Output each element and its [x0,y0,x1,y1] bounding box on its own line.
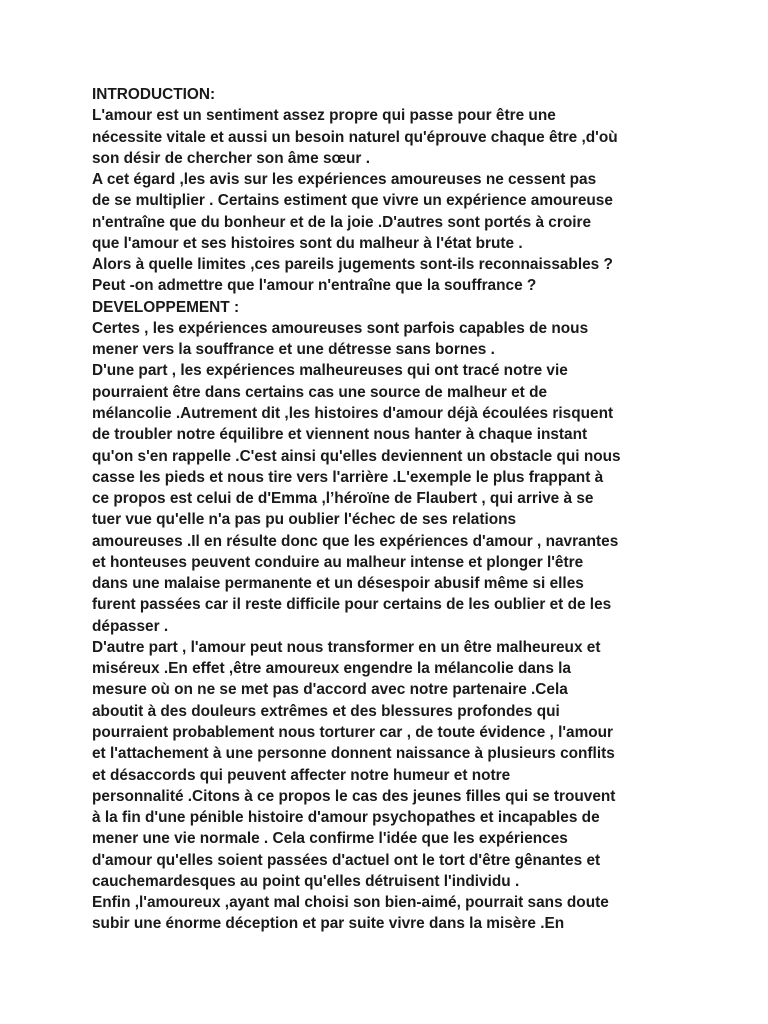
text-line: casse les pieds et nous tire vers l'arrière .L'exemple le plus frappant à [92,468,604,486]
text-line: miséreux .En effet ,être amoureux engendre la mélancolie dans la [92,660,571,678]
text-line: DEVELOPPEMENT : [92,298,240,316]
text-line: mesure où on ne se met pas d'accord avec notre partenaire .Cela [92,681,568,699]
text-line: que l'amour et ses histoires sont du malheur à l'état brute . [92,234,523,252]
text-line: Peut -on admettre que l'amour n'entraîne que la souffrance ? [92,277,537,295]
text-line: dans une malaise permanente et un désespoir abusif même si elles [92,575,584,593]
text-line: D'une part , les expériences malheureuses qui ont tracé notre vie [92,362,568,380]
text-line: d'amour qu'elles soient passées d'actuel ont le tort d'être gênantes et [92,851,601,869]
text-line: de se multiplier . Certains estiment que vivre un expérience amoureuse [92,192,613,210]
text-line: Certes , les expériences amoureuses sont parfois capables de nous [92,319,589,337]
text-line: mener une vie normale . Cela confirme l'idée que les expériences [92,830,568,848]
text-line: L'amour est un sentiment assez propre qui passe pour être une [92,107,556,125]
text-line: cauchemardesques au point qu'elles détruisent l'individu . [92,872,520,890]
text-line: personnalité .Citons à ce propos le cas des jeunes filles qui se trouvent [92,787,616,805]
text-line: qu'on s'en rappelle .C'est ainsi qu'elles deviennent un obstacle qui nous [92,447,621,465]
text-line: et honteuses peuvent conduire au malheur intense et plonger l'être [92,553,584,571]
text-line: dépasser . [92,617,169,635]
text-line: et désaccords qui peuvent affecter notre humeur et notre [92,766,511,784]
text-line: A cet égard ,les avis sur les expériences amoureuses ne cessent pas [92,171,597,189]
text-line: ce propos est celui de d'Emma ,l’héroïne de Flaubert , qui arrive à se [92,490,594,508]
text-line: nécessite vitale et aussi un besoin naturel qu'éprouve chaque être ,d'où [92,128,618,146]
text-line: n'entraîne que du bonheur et de la joie .D'autres sont portés à croire [92,213,592,231]
text-line: mener vers la souffrance et une détresse sans bornes . [92,341,495,359]
text-line: son désir de chercher son âme sœur . [92,149,370,167]
text-line: tuer vue qu'elle n'a pas pu oublier l'échec de ses relations [92,511,517,529]
text-line: D'autre part , l'amour peut nous transformer en un être malheureux et [92,638,601,656]
text-line: Alors à quelle limites ,ces pareils jugements sont-ils reconnaissables ? [92,256,613,274]
text-line: et l'attachement à une personne donnent naissance à plusieurs conflits [92,745,615,763]
text-line: pourraient être dans certains cas une source de malheur et de [92,383,548,401]
text-line: subir une énorme déception et par suite vivre dans la misère .En [92,915,565,933]
text-line: furent passées car il reste difficile pour certains de les oublier et de les [92,596,612,614]
text-line: aboutit à des douleurs extrêmes et des blessures profondes qui [92,702,560,720]
text-line: mélancolie .Autrement dit ,les histoires d'amour déjà écoulées risquent [92,404,614,422]
text-line: pourraient probablement nous torturer car , de toute évidence , l'amour [92,723,614,741]
text-line: INTRODUCTION: [92,86,216,103]
text-line: de troubler notre équilibre et viennent nous hanter à chaque instant [92,426,588,444]
text-line: amoureuses .Il en résulte donc que les expériences d'amour , navrantes [92,532,619,550]
text-line: à la fin d'une pénible histoire d'amour psychopathes et incapables de [92,809,600,827]
text-line: Enfin ,l'amoureux ,ayant mal choisi son bien-aimé, pourrait sans doute [92,894,609,912]
document-body [92,84,692,935]
